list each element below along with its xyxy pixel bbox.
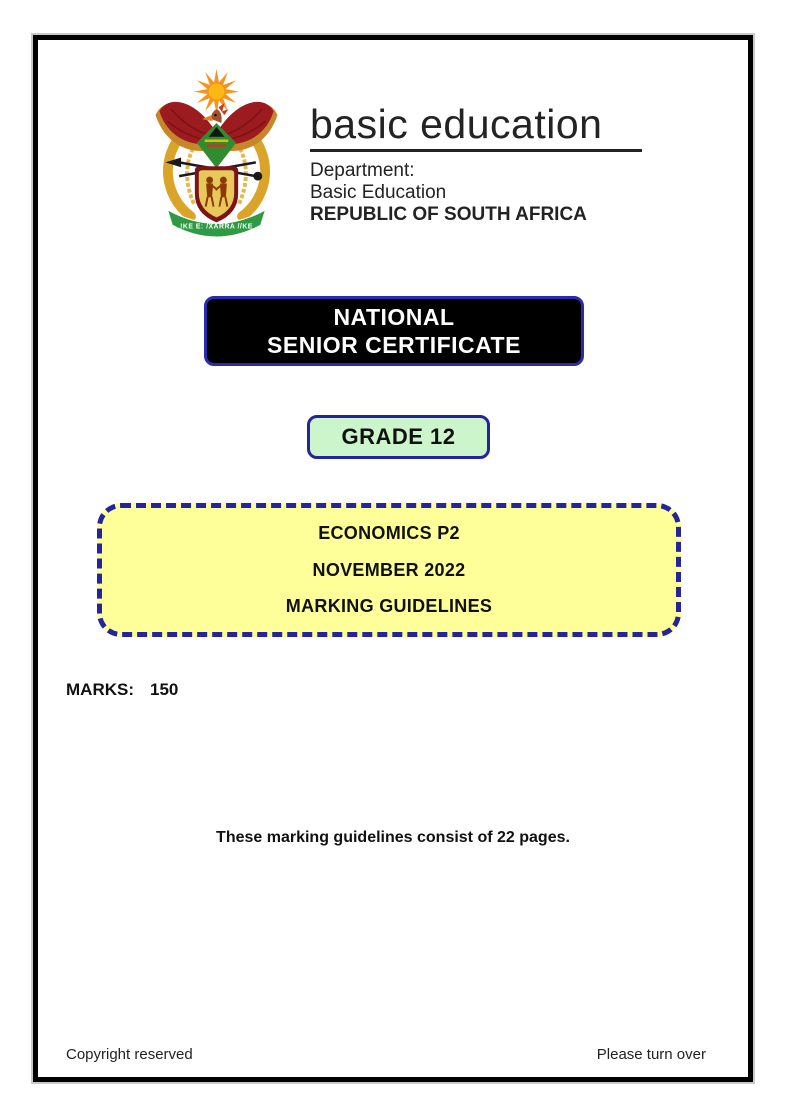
marks-label: MARKS: xyxy=(66,680,134,699)
sun-icon xyxy=(194,69,239,114)
shield-icon xyxy=(195,166,238,222)
wheat-icon xyxy=(239,149,246,204)
footer-turn-over: Please turn over xyxy=(596,1046,706,1063)
department-wordmark-block xyxy=(310,102,642,226)
marks-line xyxy=(66,680,178,700)
wordmark-underline xyxy=(310,149,642,152)
exam-subject: ECONOMICS P2 xyxy=(318,523,460,544)
grade-badge xyxy=(307,415,490,459)
exam-session: NOVEMBER 2022 xyxy=(312,559,466,580)
certificate-banner xyxy=(204,296,584,366)
exam-doc-type: MARKING GUIDELINES xyxy=(285,595,493,616)
certificate-line2: SENIOR CERTIFICATE xyxy=(267,332,521,358)
footer-copyright: Copyright reserved xyxy=(66,1046,193,1063)
dept-label: Department: xyxy=(310,160,415,181)
dept-name: Basic Education xyxy=(310,182,447,203)
coat-of-arms-logo xyxy=(147,66,286,243)
exam-title-box xyxy=(97,503,681,637)
pages-note: These marking guidelines consist of 22 pages. xyxy=(216,829,570,846)
motto-text: !KE E: /XARRA //KE xyxy=(180,223,253,231)
marks-value: 150 xyxy=(150,680,179,699)
grade-label: GRADE 12 xyxy=(341,424,456,449)
certificate-line1: NATIONAL xyxy=(333,304,455,330)
country-name: REPUBLIC OF SOUTH AFRICA xyxy=(310,204,587,225)
wordmark-title: basic education xyxy=(310,101,603,147)
wheat-icon xyxy=(187,149,194,204)
